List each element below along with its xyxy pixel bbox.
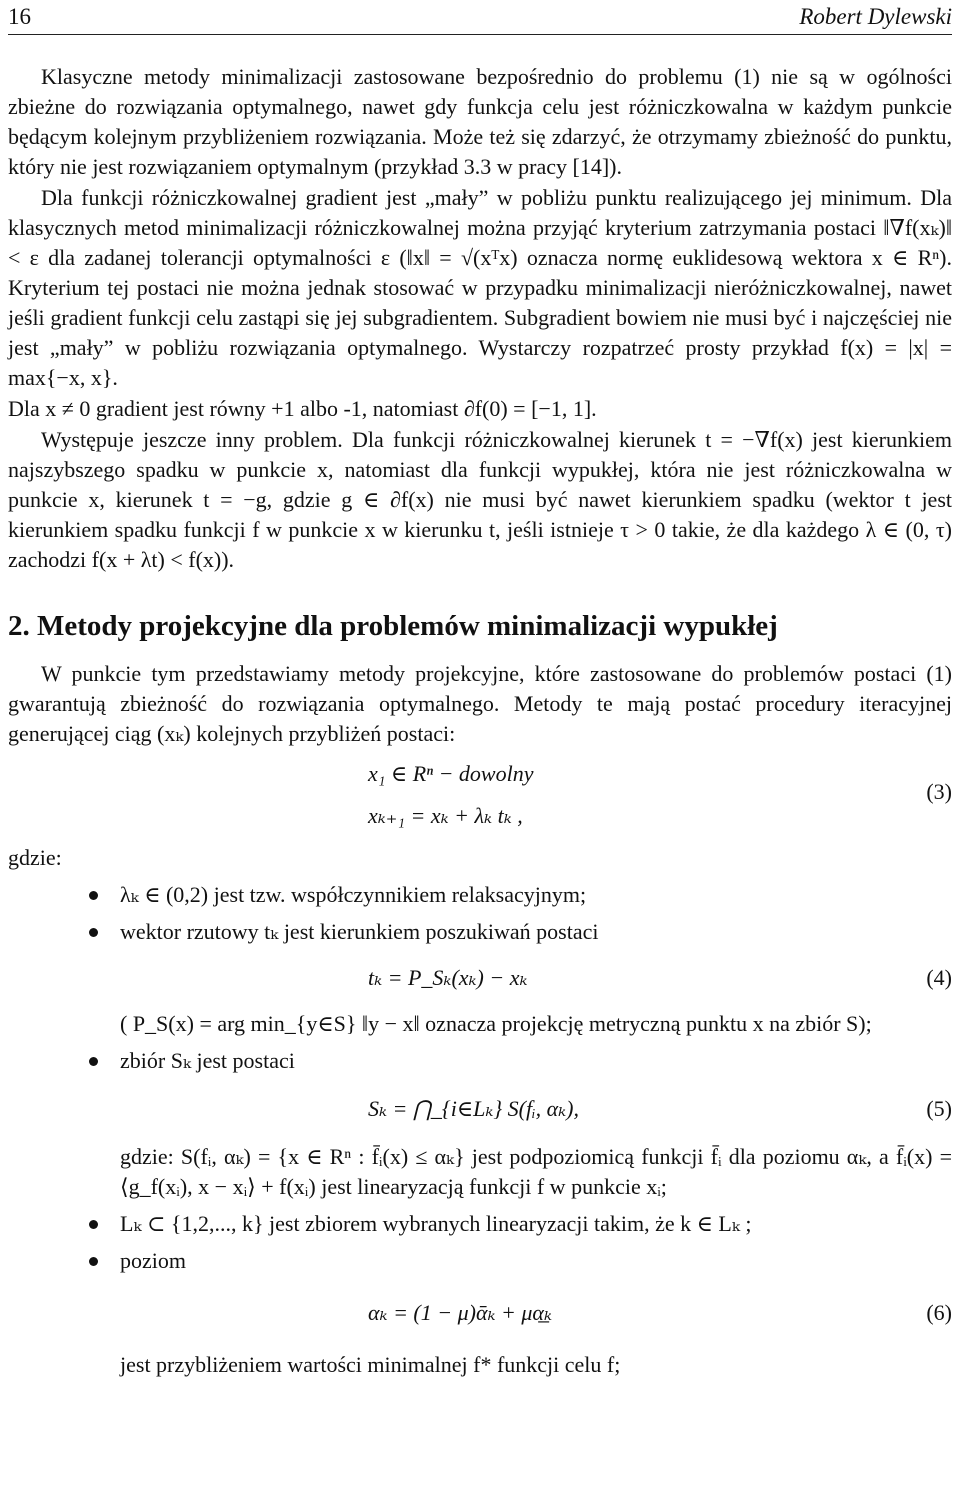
page-header <box>8 4 952 34</box>
bullet-projection-vector <box>8 917 952 947</box>
page-body <box>8 62 952 1380</box>
level-note: jest przybliżeniem wartości minimalnej f* funkcji celu f; <box>120 1352 621 1377</box>
bullet-lambda-text: λₖ ∈ (0,2) jest tzw. współczynnikiem relaksacyjnym; <box>120 882 587 907</box>
bullet-set-text: zbiór Sₖ jest postaci <box>120 1048 295 1073</box>
bullet-projection-vector-text: wektor rzutowy tₖ jest kierunkiem poszukiwań postaci <box>120 919 599 944</box>
header-rule <box>8 34 952 35</box>
paragraph-2: Dla funkcji różniczkowalnej gradient jest „mały” w pobliżu punktu realizującego jej minimum. Dla klasycznych metod minimalizacji różniczkowalnej można przyjąć kryterium zatrzymania postaci ‖∇f(xₖ)‖ < ε dla zadanej tolerancji optymalności ε (‖x‖ = √(xᵀx) oznacza normę euklidesową wektora x ∈ Rⁿ). Kryterium tej postaci nie można jednak stosować w przypadku minimalizacji nieróżniczkowalnej, nawet jeśli gradient funkcji celu zastąpi się jej subgradientem. Subgradient bowiem nie musi być i najczęściej nie jest „mały” w pobliżu rozwiązania optymalnego. Wystarczy rozpatrzeć prosty przykład f(x) = |x| = max{−x, x}. <box>8 185 952 390</box>
bullet-level-text: poziom <box>120 1248 186 1273</box>
equation-4-body: tₖ = P_Sₖ(xₖ) − xₖ <box>368 965 528 990</box>
bullet-linearizations <box>8 1209 952 1239</box>
projection-note: ( P_S(x) = arg min_{y∈S} ‖y − x‖ oznacza projekcję metryczną punktu x na zbiór S); <box>120 1011 872 1036</box>
equation-5-number: (5) <box>926 1096 952 1121</box>
equation-5-body: Sₖ = ⋂_{i∈Lₖ} S(fᵢ, αₖ), <box>368 1096 579 1121</box>
bullet-dot <box>89 1057 98 1066</box>
paragraph-3: Dla x ≠ 0 gradient jest równy +1 albo -1, natomiast ∂f(0) = [−1, 1]. <box>8 396 597 421</box>
equation-3-line-1: x₁ ∈ Rⁿ − dowolny <box>368 761 534 786</box>
bullet-dot <box>89 891 98 900</box>
bullet-dot <box>89 1220 98 1229</box>
running-author: Robert Dylewski <box>799 4 952 29</box>
section-title: 2. Metody projekcyjne dla problemów minimalizacji wypukłej <box>8 610 778 642</box>
equation-3-number: (3) <box>926 779 952 804</box>
bullet-dot <box>89 1257 98 1266</box>
paragraph-4: Występuje jeszcze inny problem. Dla funkcji różniczkowalnej kierunek t = −∇f(x) jest kierunkiem najszybszego spadku w punkcie x, natomiast dla funkcji wypukłej, która nie jest różniczkowalna w punkcie x, kierunek t = −g, gdzie g ∈ ∂f(x) nie musi być nawet kierunkiem spadku (wektor t jest kierunkiem spadku funkcji f w punkcie x w kierunku t, jeśli istnieje τ > 0 takie, że dla każdego λ ∈ (0, τ) zachodzi f(x + λt) < f(x)). <box>8 427 952 572</box>
gdzie-label: gdzie: <box>8 845 62 870</box>
paragraph-5: W punkcie tym przedstawiamy metody projekcyjne, które zastosowane do problemów postaci (1) gwarantują zbieżność do rozwiązania optymalnego. Metody te mają postać procedury iteracyjnej generującej ciąg (xₖ) kolejnych przybliżeń postaci: <box>8 661 952 746</box>
bullet-dot <box>89 928 98 937</box>
equation-6-body: αₖ = (1 − μ)ᾱₖ + μα̲ₖ <box>368 1300 552 1325</box>
bullet-level <box>8 1246 952 1276</box>
bullet-linearizations-text: Lₖ ⊂ {1,2,..., k} jest zbiorem wybranych linearyzacji takim, że k ∈ Lₖ ; <box>120 1211 752 1236</box>
page-number: 16 <box>8 4 31 29</box>
bullet-lambda <box>8 880 952 910</box>
equation-6-number: (6) <box>926 1300 952 1325</box>
bullet-set <box>8 1046 952 1076</box>
equation-3 <box>8 759 952 831</box>
equation-4-number: (4) <box>926 965 952 990</box>
equation-3-line-2: xₖ₊₁ = xₖ + λₖ tₖ , <box>368 803 523 828</box>
equation-5 <box>8 1094 952 1124</box>
paragraph-1: Klasyczne metody minimalizacji zastosowane bezpośrednio do problemu (1) nie są w ogólności zbieżne do rozwiązania optymalnego, nawet gdy funkcja celu jest różniczkowalna w każdym punkcie będącym kolejnym przybliżeniem rozwiązania. Może też się zdarzyć, że otrzymamy zbieżność do punktu, który nie jest rozwiązaniem optymalnym (przykład 3.3 w pracy [14]). <box>8 64 952 179</box>
sublevel-note: gdzie: S(fᵢ, αₖ) = {x ∈ Rⁿ : f̄ᵢ(x) ≤ αₖ} jest podpoziomicą funkcji f̄ᵢ dla poziomu αₖ, a f̄ᵢ(x) = ⟨g_f(xᵢ), x − xᵢ⟩ + f(xᵢ) jest linearyzacją funkcji f w punkcie xᵢ; <box>120 1144 952 1199</box>
equation-4 <box>8 963 952 993</box>
equation-6 <box>8 1298 952 1328</box>
